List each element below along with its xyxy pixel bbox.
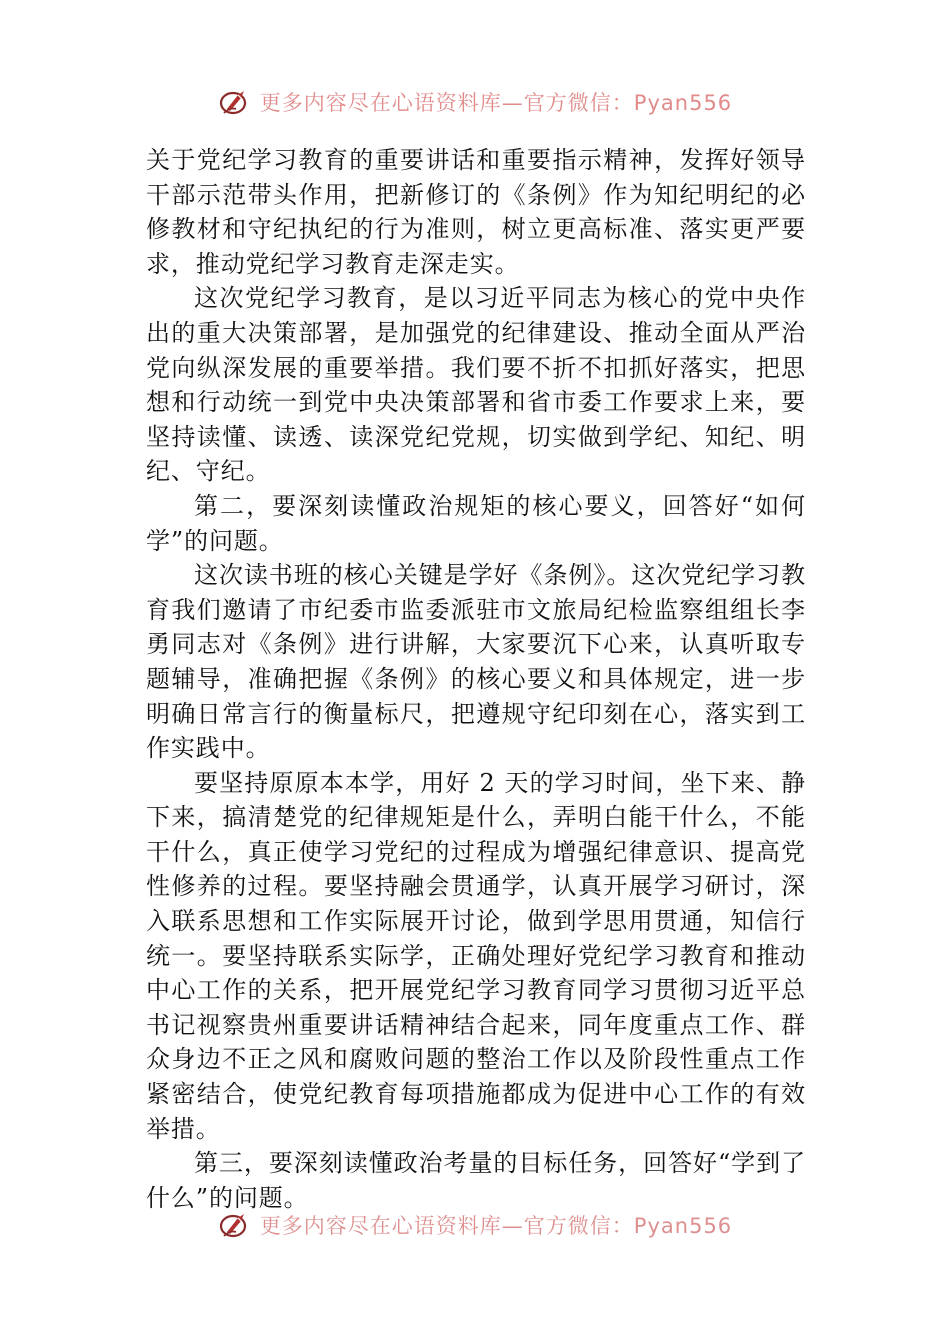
header-watermark <box>0 82 950 122</box>
paragraph-4: 要坚持原原本本学，用好 2 天的学习时间，坐下来、静下来，搞清楚党的纪律规矩是什么，弄明白能干什么，不能干什么，真正使学习党纪的过程成为增强纪律意识、提高党性修养的过程。要坚持融会贯通学，认真开展学习研讨，深入联系思想和工作实际展开讨论，做到学思用贯通，知信行统一。要坚持联系实际学，正确处理好党纪学习教育和推动中心工作的关系，把开展党纪学习教育同学习贯彻习近平总书记视察贵州重要讲话精神结合起来，同年度重点工作、群众身边不正之风和腐败问题的整治工作以及阶段性重点工作紧密结合，使党纪教育每项措施都成为促进中心工作的有效举措。 <box>146 768 806 1143</box>
watermark-text: 更多内容尽在心语资料库—官方微信：Pyan556 <box>259 1214 733 1238</box>
footer-watermark <box>0 1205 950 1245</box>
pen-nib-logo-icon <box>218 1208 252 1242</box>
watermark-text: 更多内容尽在心语资料库—官方微信：Pyan556 <box>259 91 733 115</box>
section-heading-2: 第二，要深刻读懂政治规矩的核心要义，回答好“如何学”的问题。 <box>146 491 806 555</box>
document-body <box>146 143 806 1215</box>
paragraph-2: 这次党纪学习教育，是以习近平同志为核心的党中央作出的重大决策部署，是加强党的纪律建设、推动全面从严治党向纵深发展的重要举措。我们要不折不扣抓好落实，把思想和行动统一到党中央决策部署和省市委工作要求上来，要坚持读懂、读透、读深党纪党规，切实做到学纪、知纪、明纪、守纪。 <box>146 284 806 486</box>
paragraph-3: 这次读书班的核心关键是学好《条例》。这次党纪学习教育我们邀请了市纪委市监委派驻市文旅局纪检监察组组长李勇同志对《条例》进行讲解，大家要沉下心来，认真听取专题辅导，准确把握《条例》的核心要义和具体规定，进一步明确日常言行的衡量标尺，把遵规守纪印刻在心，落实到工作实践中。 <box>146 561 806 763</box>
pen-nib-logo-icon <box>218 85 252 119</box>
paragraph-1: 关于党纪学习教育的重要讲话和重要指示精神，发挥好领导干部示范带头作用，把新修订的《条例》作为知纪明纪的必修教材和守纪执纪的行为准则，树立更高标准、落实更严要求，推动党纪学习教育走深走实。 <box>146 146 806 278</box>
section-heading-3: 第三，要深刻读懂政治考量的目标任务，回答好“学到了什么”的问题。 <box>146 1149 806 1212</box>
